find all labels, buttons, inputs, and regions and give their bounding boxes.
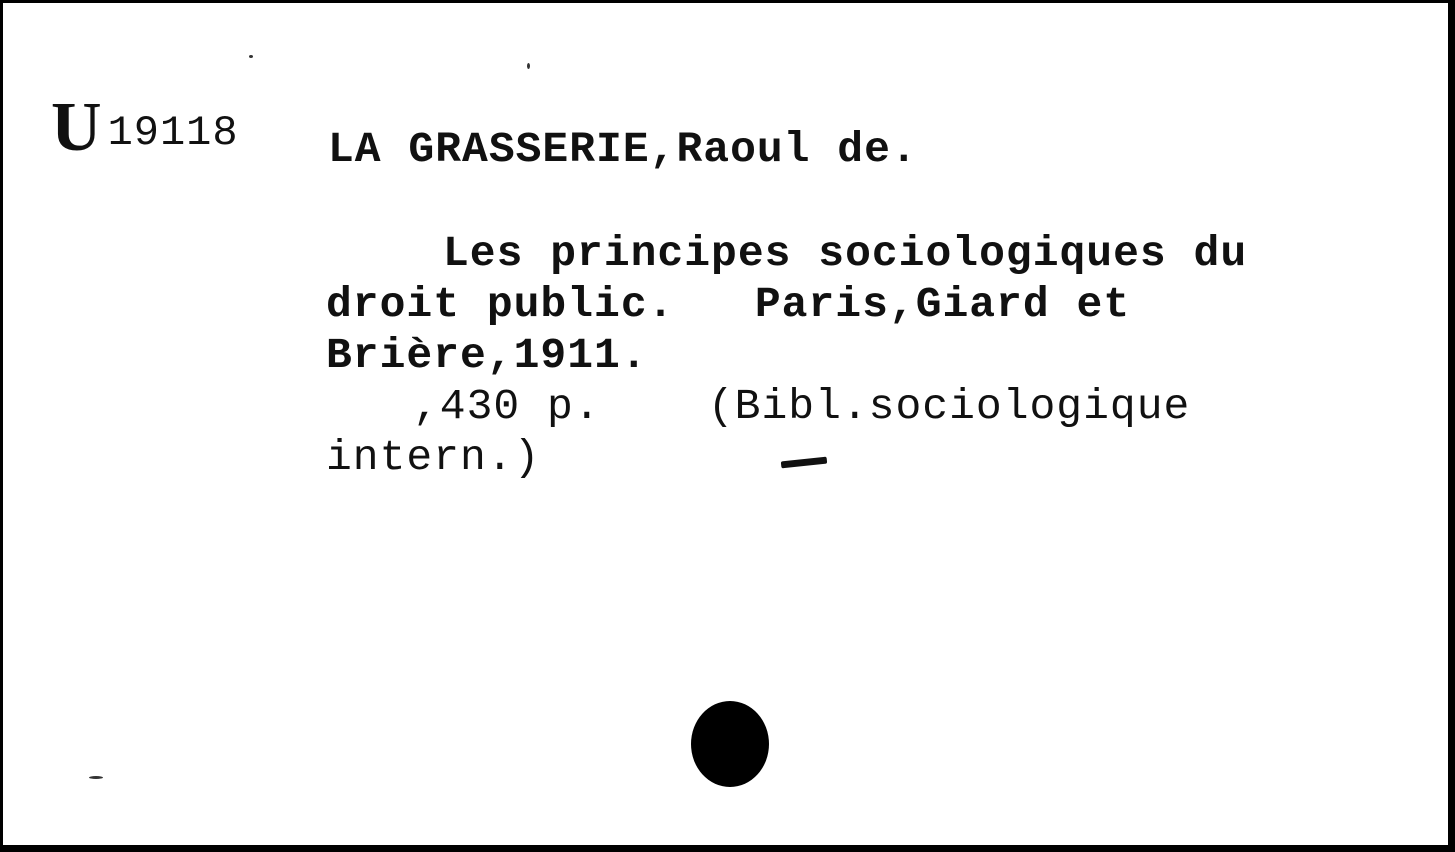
collation-line-1: ,430 p. (Bibl.sociologique bbox=[413, 382, 1191, 431]
call-number bbox=[51, 89, 239, 166]
call-number-digits: 19118 bbox=[107, 109, 239, 157]
title-line-3: Brière,1911. bbox=[326, 331, 648, 380]
punch-hole bbox=[691, 701, 769, 787]
title-line-2: droit public. Paris,Giard et bbox=[326, 280, 1131, 329]
ink-speck bbox=[527, 63, 530, 69]
ink-speck bbox=[249, 55, 253, 58]
call-number-prefix: U bbox=[51, 89, 102, 166]
author-heading: LA GRASSERIE,Raoul de. bbox=[328, 125, 918, 174]
typed-dash-mark bbox=[781, 457, 827, 469]
collation-line-2: intern.) bbox=[326, 433, 541, 482]
title-line-1: Les principes sociologiques du bbox=[443, 229, 1248, 278]
ink-speck bbox=[89, 776, 103, 779]
